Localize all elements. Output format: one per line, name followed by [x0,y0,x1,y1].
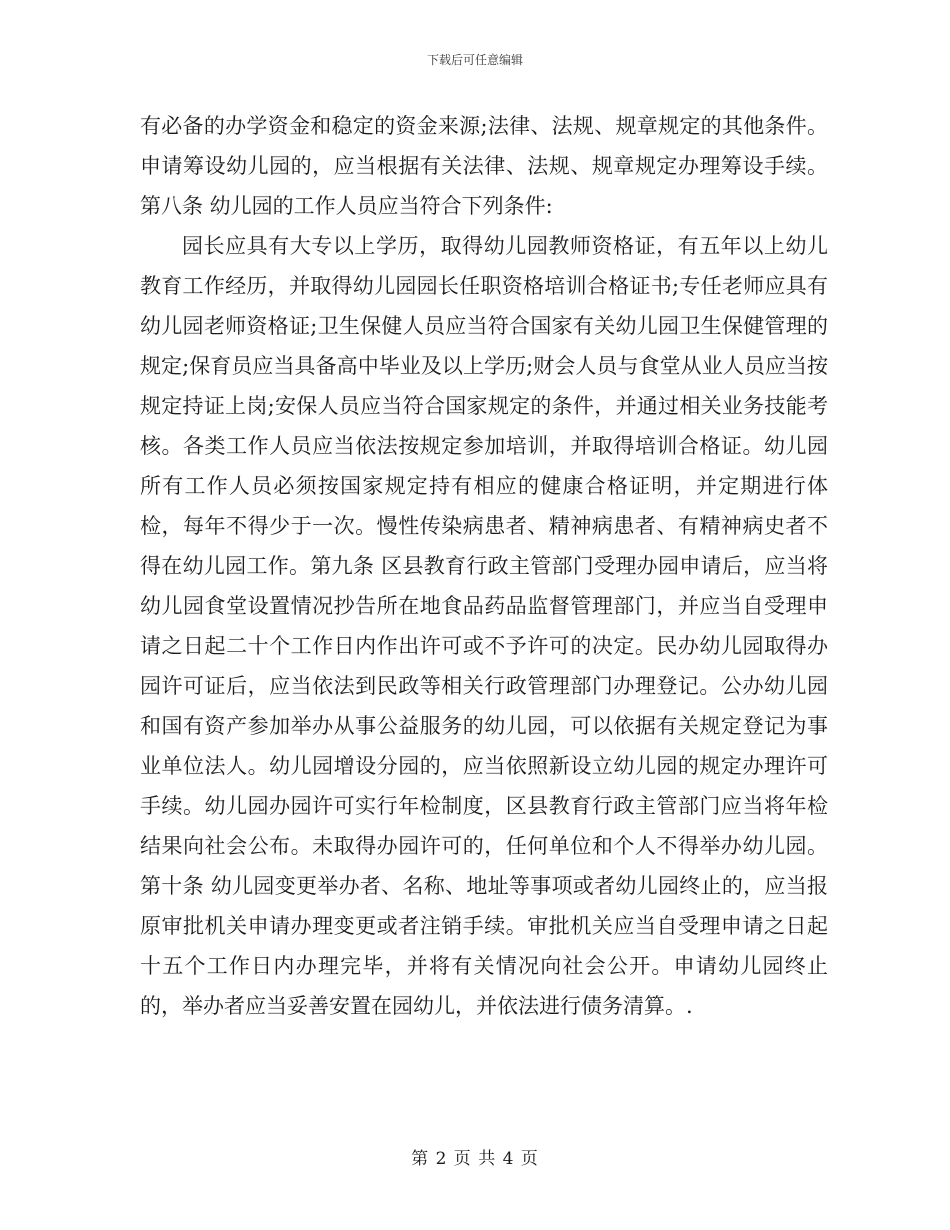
page-header: 下载后可任意编辑 [426,53,523,67]
paragraph-1: 有必备的办学资金和稳定的资金来源;法律、法规、规章规定的其他条件。申请筹设幼儿园的，应当根据有关法律、法规、规章规定办理筹设手续。第八条 幼儿园的工作人员应当符合下列条件: [140,114,828,218]
document-body [140,106,828,1026]
page-number: 第 2 页 共 4 页 [411,1149,539,1169]
paragraph-2: 园长应具有大专以上学历，取得幼儿园教师资格证，有五年以上幼儿教育工作经历，并取得幼儿园园长任职资格培训合格证书;专任老师应具有幼儿园老师资格证;卫生保健人员应当符合国家有关幼儿园卫生保健管理的规定;保育员应当具备高中毕业及以上学历;财会人员与食堂从业人员应当按规定持证上岗;安保人员应当符合国家规定的条件，并通过相关业务技能考核。各类工作人员应当依法按规定参加培训，并取得培训合格证。幼儿园所有工作人员必须按国家规定持有相应的健康合格证明，并定期进行体检，每年不得少于一次。慢性传染病患者、精神病患者、有精神病史者不得在幼儿园工作。第九条 区县教育行政主管部门受理办园申请后，应当将幼儿园食堂设置情况抄告所在地食品药品监督管理部门，并应当自受理申请之日起二十个工作日内作出许可或不予许可的决定。民办幼儿园取得办园许可证后，应当依法到民政等相关行政管理部门办理登记。公办幼儿园和国有资产参加举办从事公益服务的幼儿园，可以依据有关规定登记为事业单位法人。幼儿园增设分园的，应当依照新设立幼儿园的规定办理许可手续。幼儿园办园许可实行年检制度，区县教育行政主管部门应当将年检结果向社会公布。未取得办园许可的，任何单位和个人不得举办幼儿园。第十条 幼儿园变更举办者、名称、地址等事项或者幼儿园终止的，应当报原审批机关申请办理变更或者注销手续。审批机关应当自受理申请之日起十五个工作日内办理完毕，并将有关情况向社会公开。申请幼儿园终止的，举办者应当妥善安置在园幼儿，并依法进行债务清算。. [140,234,828,1018]
